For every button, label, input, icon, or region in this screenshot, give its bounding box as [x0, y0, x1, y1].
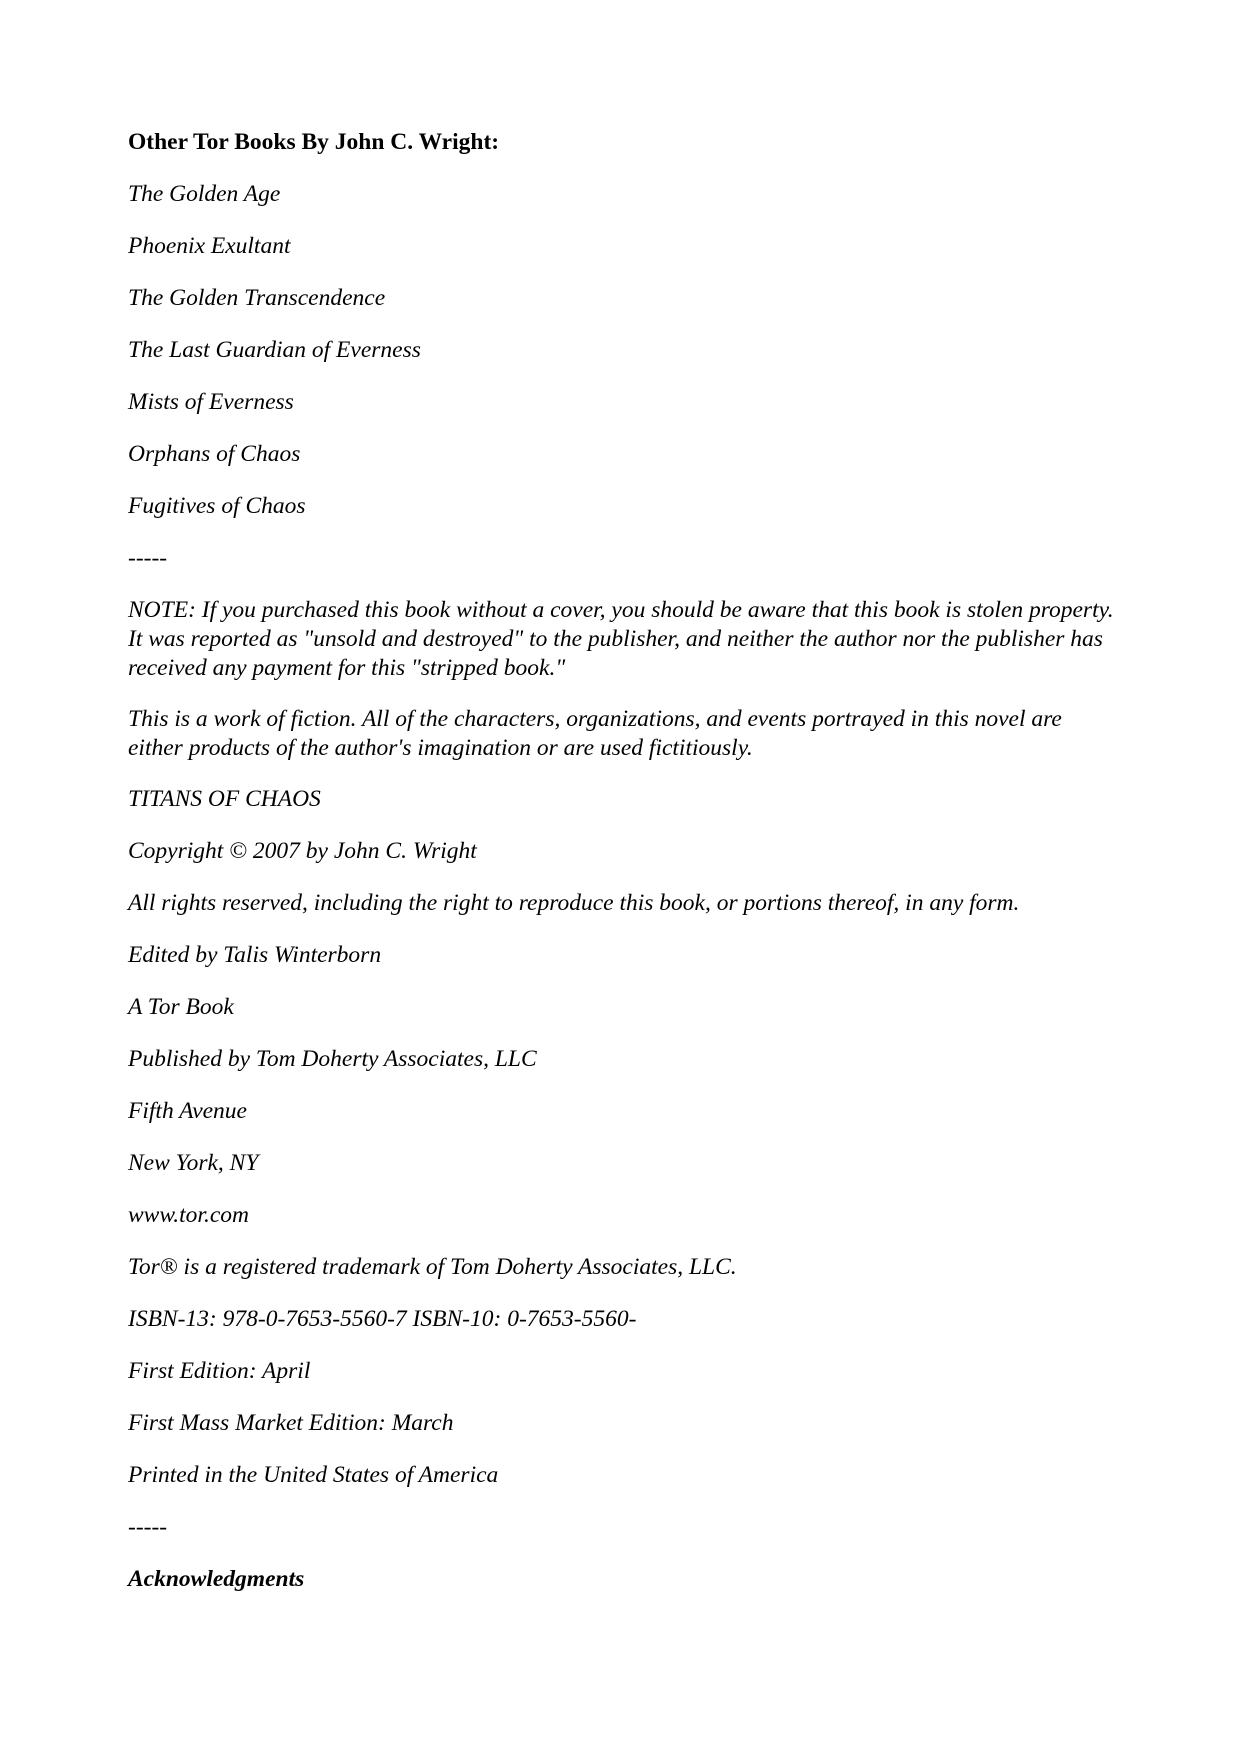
trademark-notice: Tor® is a registered trademark of Tom Doherty Associates, LLC.	[128, 1254, 737, 1280]
book-title-item: Fugitives of Chaos	[128, 493, 306, 519]
section-separator: -----	[128, 1514, 168, 1540]
other-books-heading: Other Tor Books By John C. Wright:	[128, 129, 500, 155]
isbn-line: ISBN-13: 978-0-7653-5560-7 ISBN-10: 0-7653-5560-	[128, 1306, 637, 1332]
printed-in-line: Printed in the United States of America	[128, 1462, 499, 1488]
copyright-page	[128, 128, 1118, 1617]
publisher-website: www.tor.com	[128, 1202, 249, 1228]
publisher-street: Fifth Avenue	[128, 1098, 247, 1124]
editor-credit: Edited by Talis Winterborn	[128, 942, 382, 968]
publisher-city: New York, NY	[128, 1150, 259, 1176]
imprint-line: A Tor Book	[128, 994, 234, 1020]
book-title-item: The Golden Age	[128, 181, 281, 207]
rights-notice: All rights reserved, including the right to reproduce this book, or portions thereof, in any form.	[128, 890, 1020, 916]
book-title-item: Orphans of Chaos	[128, 441, 301, 467]
first-edition-line: First Edition: April	[128, 1358, 311, 1384]
book-title: TITANS OF CHAOS	[128, 786, 321, 812]
section-separator: -----	[128, 545, 168, 571]
mass-market-edition-line: First Mass Market Edition: March	[128, 1410, 454, 1436]
publisher-line: Published by Tom Doherty Associates, LLC	[128, 1046, 537, 1072]
stripped-book-note: NOTE: If you purchased this book without a cover, you should be aware that this book is stolen property. It was reported as "unsold and destroyed" to the publisher, and neither the author nor the publisher has received any payment for this "stripped book."	[128, 597, 1114, 681]
book-title-item: The Golden Transcendence	[128, 285, 386, 311]
book-title-item: Mists of Everness	[128, 389, 294, 415]
book-title-item: Phoenix Exultant	[128, 233, 291, 259]
fiction-notice: This is a work of fiction. All of the characters, organizations, and events portrayed in this novel are either products of the author's imagination or are used fictitiously.	[128, 706, 1062, 761]
book-title-item: The Last Guardian of Everness	[128, 337, 421, 363]
acknowledgments-heading: Acknowledgments	[128, 1566, 305, 1592]
copyright-line: Copyright © 2007 by John C. Wright	[128, 838, 477, 864]
